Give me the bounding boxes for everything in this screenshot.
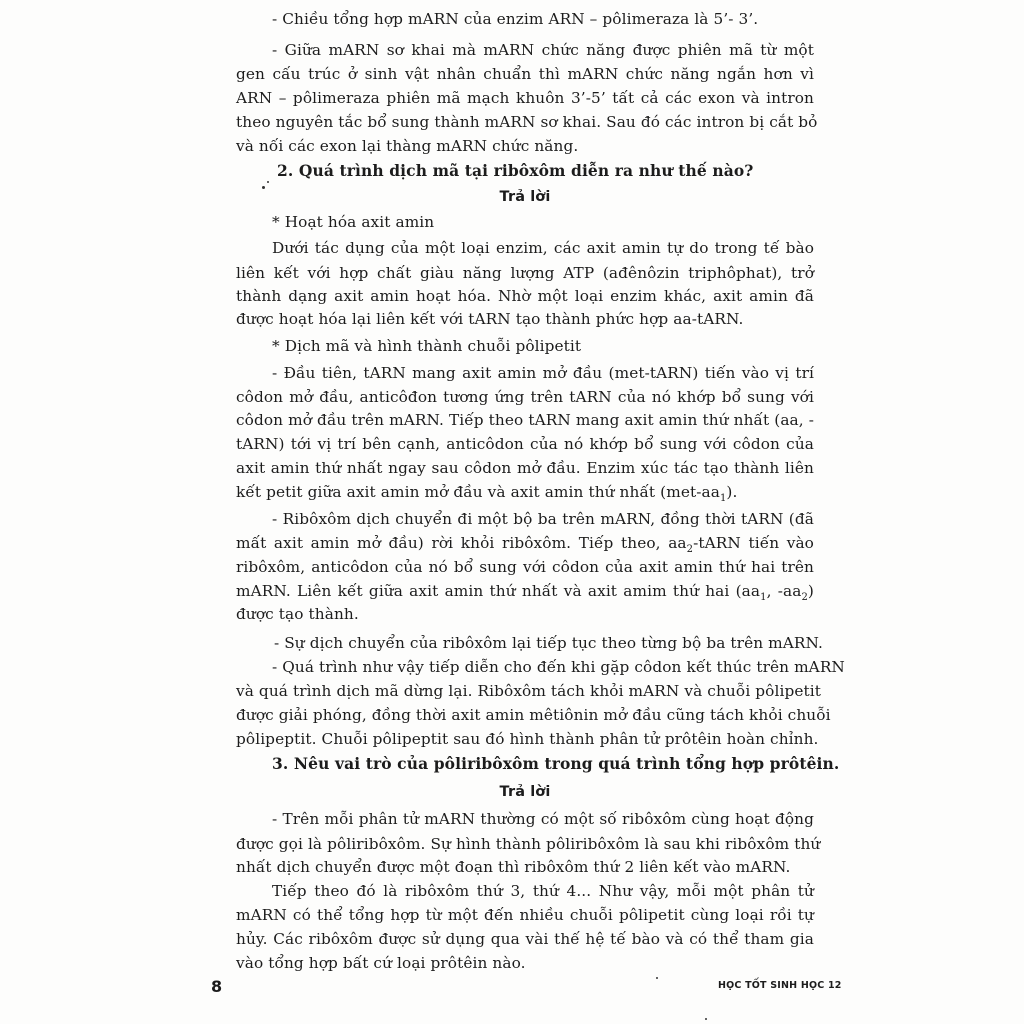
text-line: - Giữa mARN sơ khai mà mARN chức năng được phiên mã từ một bbox=[272, 41, 814, 59]
text-segment: kết petit giữa axit amin mở đầu và axit amin thứ nhất (met-aa bbox=[236, 483, 720, 501]
text-line: ARN – pôlimeraza phiên mã mạch khuôn 3’-5’ tất cả các exon và intron bbox=[236, 89, 814, 107]
text-line: côdon mở đầu trên mARN. Tiếp theo tARN mang axit amin thứ nhất (aa, - bbox=[236, 411, 814, 429]
text-line: * Hoạt hóa axit amin bbox=[272, 213, 435, 231]
subscript: 2 bbox=[686, 544, 694, 556]
text-segment: ) bbox=[807, 582, 814, 600]
text-line: và nối các exon lại thàng mARN chức năng. bbox=[236, 137, 579, 155]
text-line: và quá trình dịch mã dừng lại. Ribôxôm tách khỏi mARN và chuỗi pôlipetit bbox=[236, 682, 821, 700]
text-line bbox=[236, 580, 814, 602]
text-line: được giải phóng, đồng thời axit amin mêtiônin mở đầu cũng tách khỏi chuỗi bbox=[236, 706, 831, 724]
text-line: được gọi là pôliribôxôm. Sự hình thành pôliribôxôm là sau khi ribôxôm thứ bbox=[236, 835, 821, 853]
text-line: - Chiều tổng hợp mARN của enzim ARN – pôlimeraza là 5’- 3’. bbox=[272, 10, 759, 28]
text-line: Dưới tác dụng của một loại enzim, các axit amin tự do trong tế bào bbox=[272, 239, 814, 257]
text-line: mARN có thể tổng hợp từ một đến nhiều chuỗi pôlipetit cùng loại rồi tự bbox=[236, 906, 814, 924]
subscript: 1 bbox=[719, 493, 727, 505]
text-segment: -tARN tiến vào bbox=[693, 534, 814, 552]
text-line: thành dạng axit amin hoạt hóa. Nhờ một loại enzim khác, axit amin đã bbox=[236, 287, 814, 305]
text-line: vào tổng hợp bất cứ loại prôtêin nào. bbox=[236, 954, 526, 972]
text-line: gen cấu trúc ở sinh vật nhân chuẩn thì mARN chức năng ngắn hơn vì bbox=[236, 65, 814, 83]
text-line: tARN) tới vị trí bên cạnh, anticôdon của nó khớp bổ sung với côdon của bbox=[236, 435, 814, 453]
text-segment: , -aa bbox=[766, 582, 802, 600]
text-line: - Ribôxôm dịch chuyển đi một bộ ba trên mARN, đồng thời tARN (đã bbox=[272, 510, 814, 528]
text-line bbox=[236, 481, 814, 503]
print-speck bbox=[705, 1018, 707, 1020]
question-heading: 3. Nêu vai trò của pôliribôxôm trong quá trình tổng hợp prôtêin. bbox=[272, 754, 840, 773]
text-segment: ). bbox=[726, 483, 738, 501]
running-footer: HỌC TỐT SINH HỌC 12 bbox=[718, 980, 842, 991]
text-line bbox=[236, 532, 814, 554]
text-segment: mARN. Liên kết giữa axit amin thứ nhất và axit amim thứ hai (aa bbox=[236, 582, 761, 600]
text-line: được tạo thành. bbox=[236, 605, 359, 623]
page-number: 8 bbox=[211, 977, 223, 996]
text-line: - Sự dịch chuyển của ribôxôm lại tiếp tục theo từng bộ ba trên mARN. bbox=[274, 634, 823, 652]
answer-label: Trả lời bbox=[499, 189, 551, 205]
text-line: axit amin thứ nhất ngay sau côdon mở đầu. Enzim xúc tác tạo thành liên bbox=[236, 459, 814, 477]
text-line: Tiếp theo đó là ribôxôm thứ 3, thứ 4... Như vậy, mỗi một phân tử bbox=[272, 882, 814, 900]
text-line: ribôxôm, anticôdon của nó bổ sung với côdon của axit amin thứ hai trên bbox=[236, 558, 814, 576]
subscript: 1 bbox=[760, 592, 767, 604]
text-line: - Đầu tiên, tARN mang axit amin mở đầu (met-tARN) tiến vào vị trí bbox=[272, 364, 814, 382]
text-line: theo nguyên tắc bổ sung thành mARN sơ khai. Sau đó các intron bị cắt bỏ bbox=[236, 113, 818, 131]
text-line: - Quá trình như vậy tiếp diễn cho đến khi gặp côdon kết thúc trên mARN bbox=[272, 658, 845, 676]
text-line: hủy. Các ribôxôm được sử dụng qua vài thế hệ tế bào và có thể tham gia bbox=[236, 930, 814, 948]
text-line: - Trên mỗi phân tử mARN thường có một số ribôxôm cùng hoạt động bbox=[272, 810, 814, 828]
print-speck bbox=[267, 181, 269, 183]
print-speck bbox=[656, 977, 658, 979]
text-line: côdon mở đầu, anticôđon tương ứng trên tARN của nó khớp bổ sung với bbox=[236, 388, 814, 406]
text-line: nhất dịch chuyển được một đoạn thì ribôxôm thứ 2 liên kết vào mARN. bbox=[236, 858, 791, 876]
text-line: pôlipeptit. Chuỗi pôlipeptit sau đó hình thành phân tử prôtêin hoàn chỉnh. bbox=[236, 730, 819, 748]
text-line: liên kết với hợp chất giàu năng lượng ATP (ađênôzin triphôphat), trở bbox=[236, 264, 814, 282]
answer-label: Trả lời bbox=[499, 784, 551, 800]
question-heading: 2. Quá trình dịch mã tại ribôxôm diễn ra như thế nào? bbox=[277, 161, 754, 180]
text-line: được hoạt hóa lại liên kết với tARN tạo thành phức hợp aa-tARN. bbox=[236, 310, 744, 328]
text-line: * Dịch mã và hình thành chuỗi pôlipetit bbox=[272, 337, 582, 355]
print-speck bbox=[262, 186, 265, 189]
text-segment: mất axit amin mở đầu) rời khỏi ribôxôm. Tiếp theo, aa bbox=[236, 534, 687, 552]
subscript: 2 bbox=[801, 592, 808, 604]
